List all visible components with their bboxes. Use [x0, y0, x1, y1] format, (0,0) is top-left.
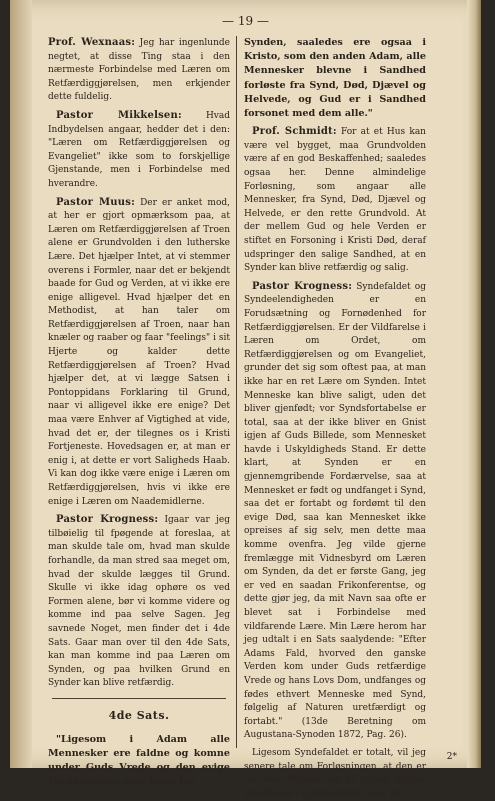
book-page [10, 0, 481, 799]
speaker-name: Pastor Muus: [56, 196, 135, 208]
signature-mark: 2* [446, 752, 457, 762]
thesis-quote: "Ligesom i Adam alle Mennesker ere faldne og komne under Guds Vrede og den evige Fordømmelse som Straf for [48, 733, 230, 788]
paragraph [244, 125, 426, 276]
thesis-quote-continuation: Synden, saaledes ere ogsaa i Kristo, som den anden Adam, alle Mennesker blevne i Sandhed forløste fra Synd, Død, Djævel og Helvede, og Gud er i Sandhed forsonet med dem alle." [244, 37, 426, 120]
speaker-name: Pastor Krogness: [56, 514, 159, 526]
page-number: — 19 — [222, 14, 269, 28]
speaker-name: Pastor Krogness: [252, 280, 353, 292]
paragraph [48, 196, 230, 510]
paragraph: Ligesom Syndefaldet er totalt, vil jeg senere tale om Forløsningen, at den er for hele Verden, og vil ogsaa omtale Totaliteten i Gjenfødelsen, naar en [244, 747, 426, 799]
right-column [244, 36, 426, 799]
speaker-name: Pastor Mikkelsen: [56, 109, 182, 121]
paragraph [244, 280, 426, 743]
paragraph [48, 513, 230, 691]
paragraph-text: Igaar var jeg tilbøielig til fpøgende at foreslaa, at man skulde tale om, hvad man skulde forhandle, da man stred saa meget om, hvad der skulde lægges til Grund. Skulle vi ikke idag ophøre os ved Formen alene, bør vi komme videre og komme ind paa selve Sagen. Jeg savnede Noget, men finder det i 4de Sats. Gaar man over til den 4de Sats, kan man komme ind paa Læren om Synden, og paa hvilken Grund en Synder kan blive retfærdig. [48, 515, 230, 689]
paragraph-text: Hvad Indbydelsen angaar, hedder det i den: "Læren om Retfærdiggjørelsen og Evangeliet" ikke som to forskjellige Gjenstande, men i Forbindelse med hverandre. [48, 110, 230, 189]
paragraph-text: Jeg har ingenlunde negtet, at disse Ting staa i den nærmeste Forbindelse med Læren om Retfærdiggjørelsen, men erkjender dette fuldelig. [48, 38, 230, 103]
section-title: 4de Sats. [108, 708, 170, 722]
paragraph-text: For at et Hus kan være vel bygget, maa Grundvolden være af en god Beskaffenhed; saaledes ogsaa her. Denne almindelige Forløsning, som angaar alle Mennesker, fra Synd, Død, Djævel og Helvede, er den rette Grundvold. At der mellem Gud og hele Verden er stiftet en Forsoning i Kristi Død, deraf udspringer den salige Sandhed, at en Synder kan blive retfærdig og salig. [244, 127, 426, 274]
left-column [48, 36, 230, 788]
paragraph-text: Der er anket mod, at her er gjort opmærksom paa, at Læren om Retfærdiggjørelsen af Troen alene er Grundvolden i den lutherske Lære. Det hjælper Intet, at vi stemmer overens i Formler, naar det er bekjendt baade for Gud og Verden, at vi ikke ere enige alligevel. Hvad hjælper det en Methodist, at han taler om Retfærdiggjørelsen af Troen, naar han knæler og raaber og faar "feelings" i sit Hjerte og kalder dette Retfærdiggjørelsen af Troen? Hvad hjælper det, at vi lægge Satsen i Pontoppidans Forklaring til Grund, naar vi alligevel ikke ere enige? Det maa være Enhver af Vigtighed at vide, hvad det er, der tilegnes os i Kristi Fortjeneste. Hovedsagen er, at man er enig i, at dette er vort Saligheds Haab. Vi kan dog ikke være enige i Læren om Retfærdiggjørelsen, hvis vi ikke ere enige i Læren om Naademidlerne. [48, 197, 230, 507]
paragraph [48, 36, 230, 105]
speaker-name: Prof. Schmidt: [252, 126, 337, 138]
speaker-name: Prof. Wexnaas: [48, 37, 136, 48]
paragraph-text: Syndefaldet og Syndeelendigheden er en Forudsætning og Fornødenhed for Retfærdiggjørelsen. Er der Vildfarelse i Læren om Ordet, om Retfærdiggjørelsen og om Evangeliet, grunder det sig som oftest paa, at man ikke har en ret Lære om Synden. Intet Menneske kan blive saligt, uden det bliver gjenfødt; vor Syndsfortabelse er total, saa at der ikke bliver en Gnist igjen af Guds Billede, som Mennesket havde i Uskyldigheds Stand. Er dette klart, at Synden er en gjennemgribende Fordærvelse, saa at Mennesket er født og undfanget i Synd, saa det er fortabt og fordømt til den evige Død, saa kan Mennesket ikke opreises af sig selv, men dette maa komme ovenfra. Jeg vilde gjerne fremlægge mit Vidnesbyrd om Læren om Synden, da det er første Gang, jeg er ved en saadan Frikonferentse, og dette gjør jeg, da mit Navn saa ofte er blevet sat i Forbindelse med vildfarende Lære. Min Lære herom har jeg udtalt i en Sats saalydende: "Efter Adams Fald, hvorved den ganske Verden kom under Guds retfærdige Vrede og hans Lovs Dom, undfanges og fødes ethvert Menneske med Synd, følgelig af Naturen uretfærdigt og fortabt." (13de Beretning om Augustana-Synoden 1872, Pag. 26). [244, 281, 426, 741]
section-divider [52, 698, 226, 699]
page-spine-shadow [10, 0, 32, 768]
page-edge [467, 0, 481, 768]
column-divider [236, 36, 237, 748]
paragraph [48, 109, 230, 192]
